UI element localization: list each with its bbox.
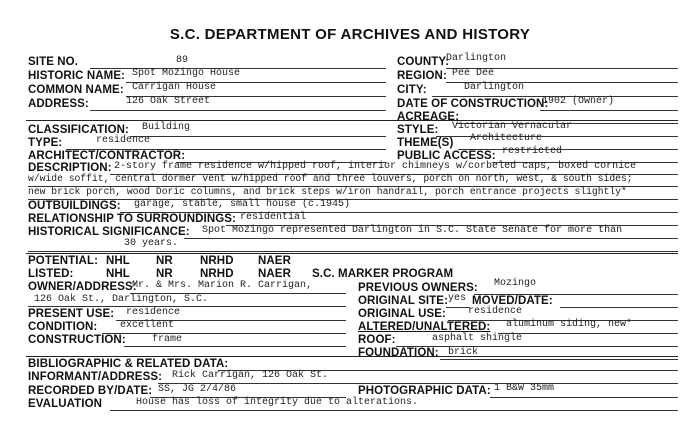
- foundation-label: FOUNDATION:: [358, 347, 439, 359]
- present-use-label: PRESENT USE:: [28, 308, 115, 320]
- construction-value: frame: [152, 334, 183, 345]
- acreage-label: ACREAGE:: [397, 111, 460, 123]
- outbuildings-label: OUTBUILDINGS:: [28, 200, 121, 212]
- relationship-label: RELATIONSHIP TO SURROUNDINGS:: [28, 213, 236, 225]
- condition-value: excellent: [120, 320, 175, 331]
- moved-date-label: MOVED/DATE:: [472, 295, 553, 307]
- owner-address-line-1: Mr. & Mrs. Marion R. Carrigan,: [132, 280, 313, 291]
- historic-name-label: HISTORIC NAME:: [28, 70, 126, 82]
- classification-value: Building: [142, 122, 191, 133]
- listed-naer: NAER: [258, 268, 291, 280]
- section-divider: [26, 356, 678, 357]
- historic-name-value: Spot Mozingo House: [132, 68, 241, 79]
- outbuildings-value: garage, stable, small house (c.1945): [134, 199, 351, 210]
- owner-address-line-2: 126 Oak St., Darlington, S.C.: [34, 294, 209, 305]
- roof-value: asphalt shingle: [432, 333, 523, 344]
- date-of-construction-label: DATE OF CONSTRUCTION:: [397, 98, 549, 110]
- style-label: STYLE:: [397, 124, 439, 136]
- form-title: S.C. DEPARTMENT OF ARCHIVES AND HISTORY: [169, 26, 531, 43]
- potential-naer: NAER: [258, 255, 291, 267]
- region-label: REGION:: [397, 70, 447, 82]
- address-label: ADDRESS:: [28, 98, 89, 110]
- potential-label: POTENTIAL:: [28, 255, 98, 267]
- evaluation-label: EVALUATION: [28, 398, 103, 410]
- public-access-value: restricted: [502, 146, 563, 157]
- city-label: CITY:: [397, 84, 427, 96]
- description-line-1: 2-story frame residence w/hipped roof, interior chimneys w/corbeled caps, boxed cornice: [114, 161, 637, 172]
- potential-nrhd: NRHD: [200, 255, 234, 267]
- informant-value: Rick Carrigan, 126 Oak St.: [172, 370, 329, 381]
- listed-label: LISTED:: [28, 268, 74, 280]
- original-site-value: yes: [448, 293, 467, 304]
- present-use-value: residence: [126, 307, 181, 318]
- original-use-value: residence: [468, 306, 523, 317]
- type-value: residence: [96, 135, 151, 146]
- altered-unaltered-value: aluminum siding, new*: [506, 319, 633, 330]
- description-line-3: new brick porch, wood Doric columns, and brick steps w/iron handrail, porch entrance projects slightly*: [28, 186, 627, 197]
- evaluation-value: House has loss of integrity due to alterations.: [136, 397, 419, 408]
- city-value: Darlington: [464, 82, 525, 93]
- original-use-label: ORIGINAL USE:: [358, 308, 446, 320]
- classification-label: CLASSIFICATION:: [28, 124, 129, 136]
- county-value: Darlington: [446, 53, 507, 64]
- historical-significance-line-2: 30 years.: [124, 238, 179, 249]
- recorded-by-value: SS, JG 2/4/86: [158, 384, 237, 395]
- description-label: DESCRIPTION:: [28, 162, 112, 174]
- informant-label: INFORMANT/ADDRESS:: [28, 371, 163, 383]
- original-site-label: ORIGINAL SITE:: [358, 295, 448, 307]
- common-name-label: COMMON NAME:: [28, 84, 124, 96]
- section-divider: [26, 253, 678, 254]
- public-access-label: PUBLIC ACCESS:: [397, 150, 496, 162]
- potential-nr: NR: [156, 255, 173, 267]
- previous-owners-value: Mozingo: [494, 278, 537, 289]
- site-no-label: SITE NO.: [28, 56, 79, 68]
- construction-label: CONSTRUCTION:: [28, 334, 126, 346]
- recorded-by-label: RECORDED BY/DATE:: [28, 385, 153, 397]
- foundation-value: brick: [448, 347, 479, 358]
- county-label: COUNTY:: [397, 56, 450, 68]
- previous-owners-label: PREVIOUS OWNERS:: [358, 282, 478, 294]
- historical-significance-line-1: Spot Mozingo represented Darlington in S.C. State Senate for more than: [202, 225, 623, 236]
- common-name-value: Carrigan House: [132, 82, 217, 93]
- listed-nr: NR: [156, 268, 173, 280]
- potential-nhl: NHL: [106, 255, 130, 267]
- listed-nrhd: NRHD: [200, 268, 234, 280]
- bibliographic-label: BIBLIOGRAPHIC & RELATED DATA:: [28, 358, 229, 370]
- section-divider: [26, 120, 678, 121]
- roof-label: ROOF:: [358, 334, 396, 346]
- historical-significance-label: HISTORICAL SIGNIFICANCE:: [28, 226, 190, 238]
- style-value: Victorian Vernacular: [452, 121, 573, 132]
- themes-label: THEME(S): [397, 137, 454, 149]
- photographic-label: PHOTOGRAPHIC DATA:: [358, 385, 491, 397]
- condition-label: CONDITION:: [28, 321, 98, 333]
- owner-address-label: OWNER/ADDRESS:: [28, 281, 137, 293]
- type-label: TYPE:: [28, 137, 63, 149]
- region-value: Pee Dee: [452, 68, 495, 79]
- site-no-value: 89: [176, 55, 189, 66]
- architect-label: ARCHITECT/CONTRACTOR:: [28, 150, 186, 162]
- address-value: 126 Oak Street: [126, 96, 211, 107]
- relationship-value: residential: [240, 212, 307, 223]
- marker-program-label: S.C. MARKER PROGRAM: [312, 268, 454, 280]
- listed-nhl: NHL: [106, 268, 130, 280]
- date-of-construction-value: 1902 (Owner): [542, 96, 615, 107]
- description-line-2: w/wide soffit, central dormer vent w/hipped roof and three louvers, porch on north, west, & south sides;: [28, 173, 633, 184]
- themes-value: Architecture: [470, 133, 543, 144]
- photographic-value: 1 B&W 35mm: [494, 383, 555, 394]
- altered-unaltered-label: ALTERED/UNALTERED:: [358, 321, 491, 333]
